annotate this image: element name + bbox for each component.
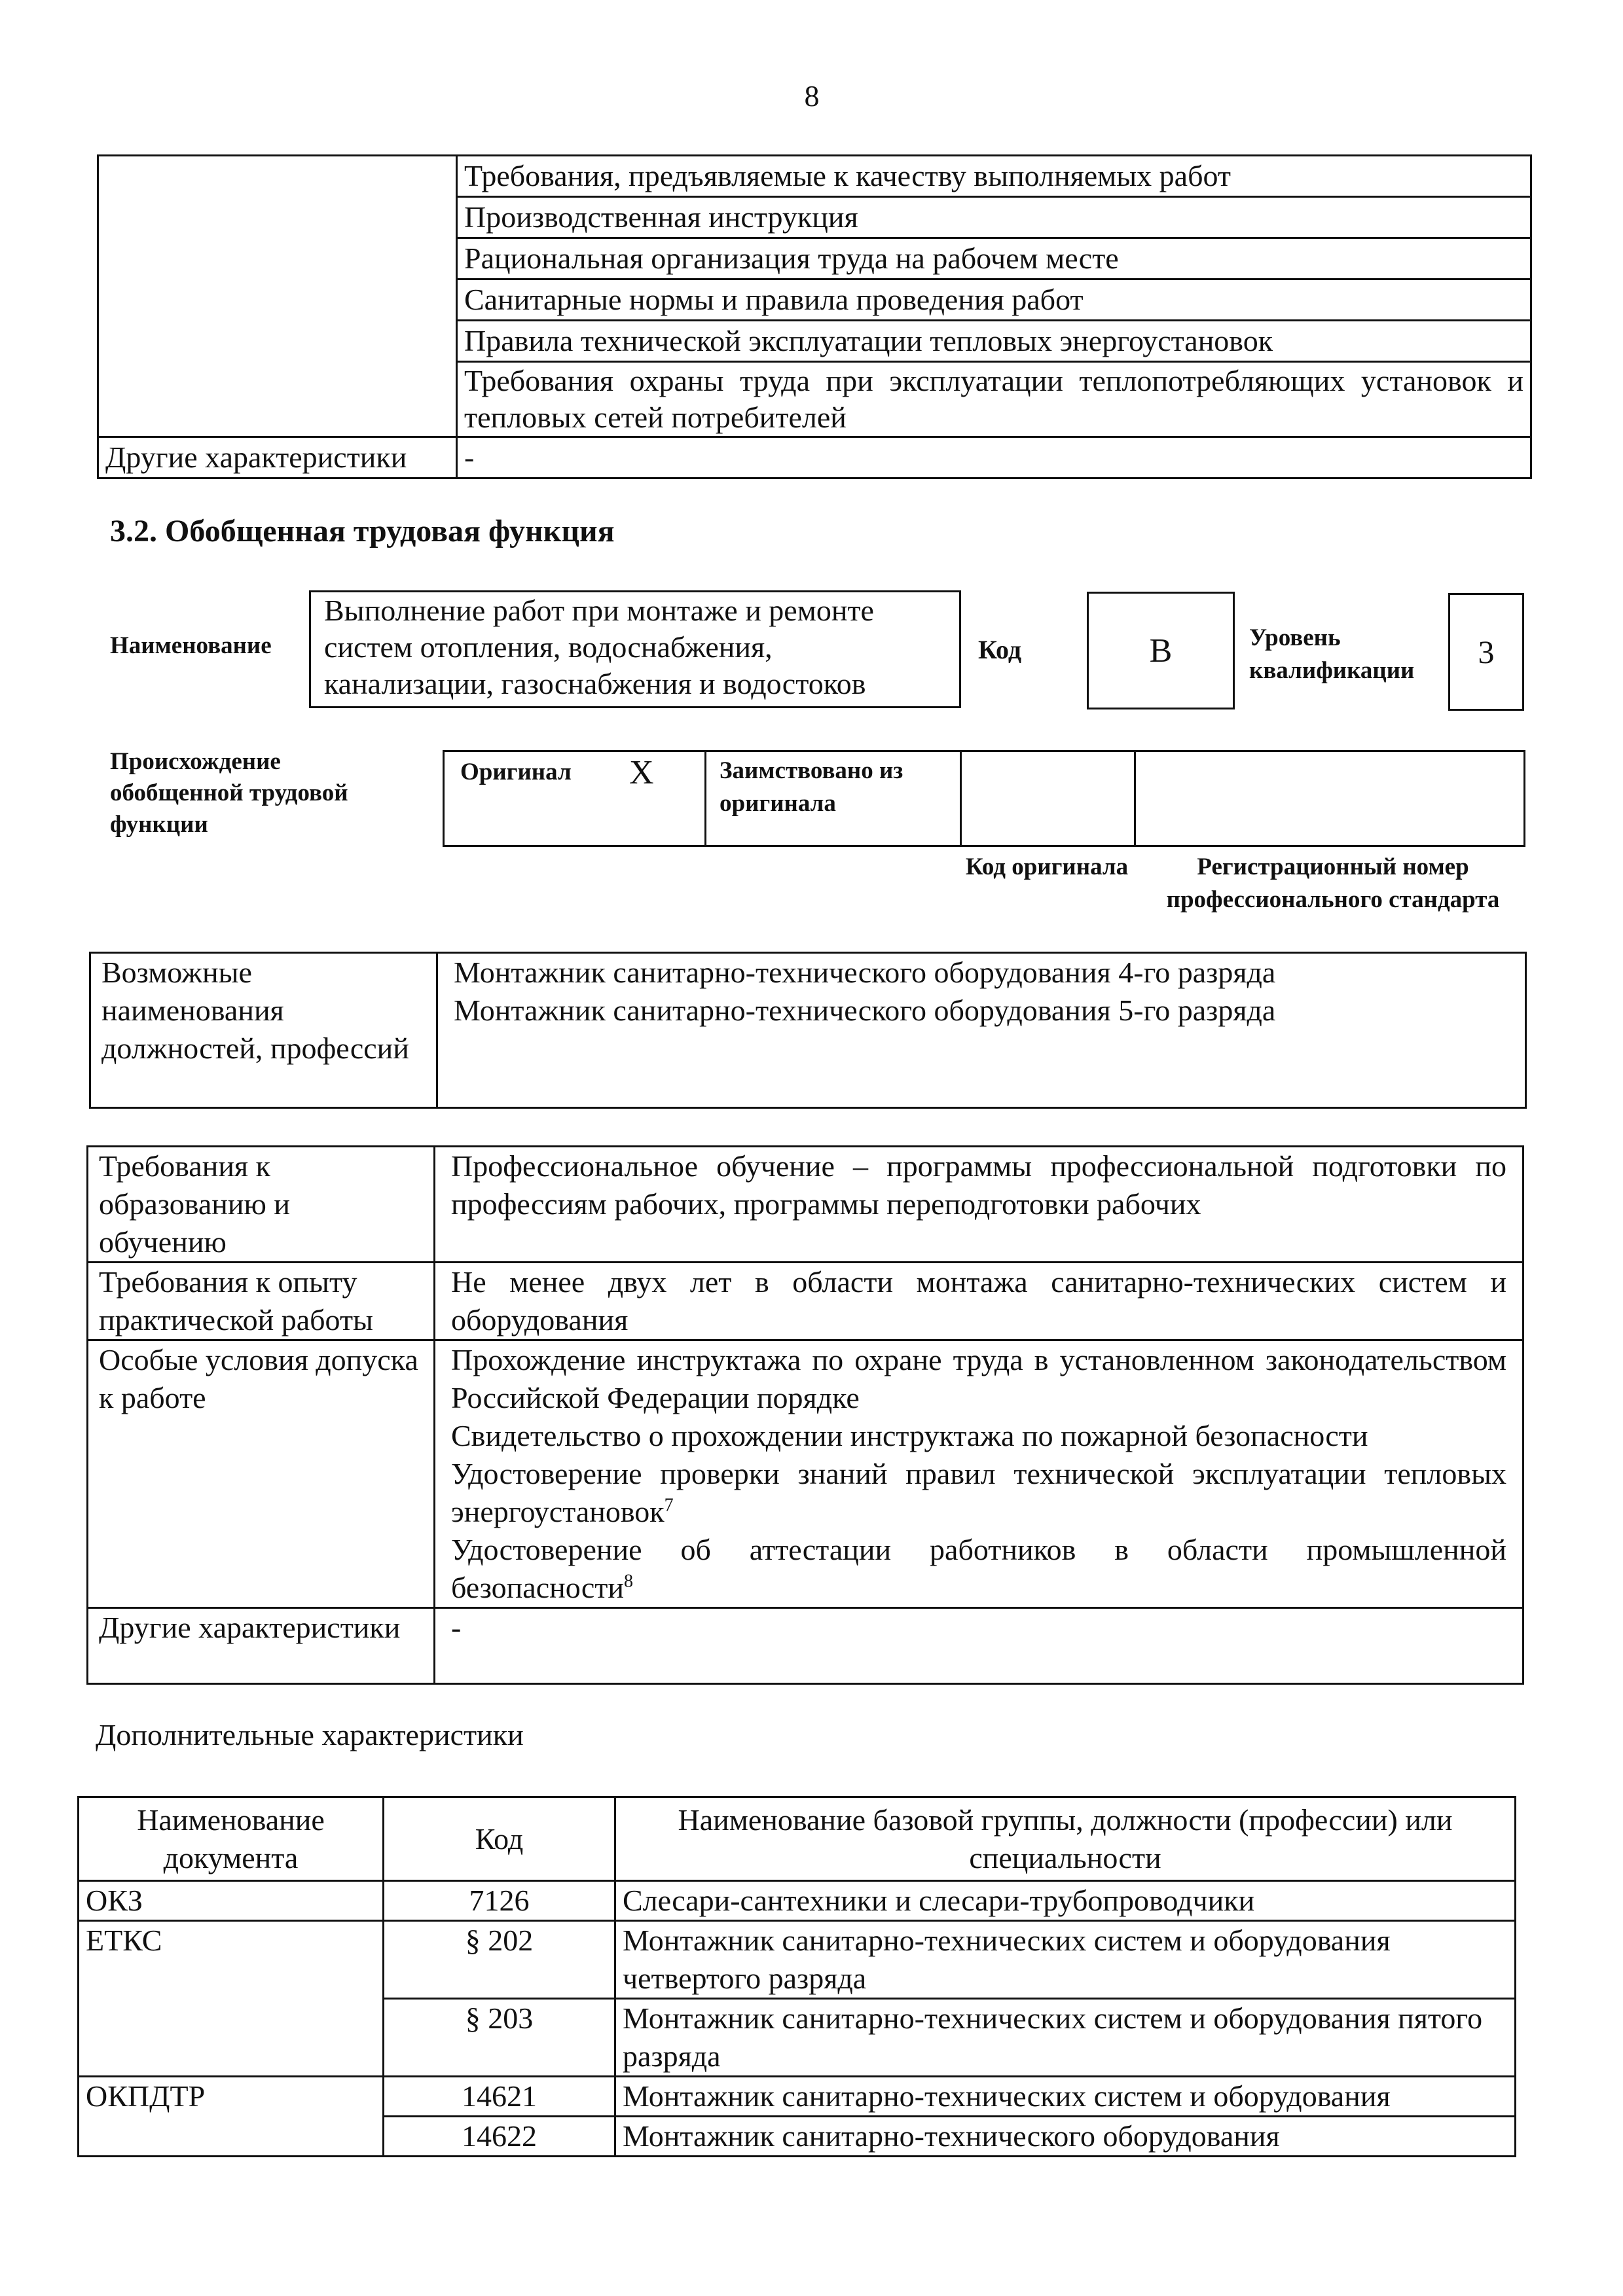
conditions-label: Особые условия допуска к работе — [88, 1340, 435, 1608]
code-original-caption: Код оригинала — [965, 853, 1129, 880]
requirements-table — [86, 1145, 1524, 1685]
name-label: Наименование — [110, 632, 272, 659]
origin-table — [443, 750, 1525, 847]
table-cell: Производственная инструкция — [457, 197, 1531, 238]
section-title: 3.2. Обобщенная трудовая функция — [110, 514, 615, 548]
table-row — [98, 156, 1531, 197]
header-code: Код — [384, 1797, 615, 1881]
other-characteristics-value: - — [457, 437, 1531, 478]
header-name: Наименование базовой группы, должности (профессии) или специальности — [615, 1797, 1516, 1881]
condition-item: Свидетельство о прохождении инструктажа по пожарной безопасности — [451, 1419, 1368, 1452]
level-value: 3 — [1448, 593, 1524, 711]
top-table — [97, 154, 1532, 479]
table-cell: Требования охраны труда при эксплуатации теплопотребляющих установок и тепловых сетей потребителей — [457, 362, 1531, 437]
other-label: Другие характеристики — [88, 1608, 435, 1684]
footnote-7: 7 — [664, 1495, 674, 1516]
level-label: Уровень квалификации — [1249, 624, 1415, 684]
positions-values — [437, 953, 1526, 1108]
positions-label: Возможные наименования должностей, профессий — [90, 953, 437, 1108]
original-label: Оригинал — [460, 759, 572, 785]
education-label: Требования к образованию и обучению — [88, 1147, 435, 1263]
table-row: 14622 Монтажник санитарно-технического оборудования — [79, 2117, 1516, 2157]
table-cell: Правила технической эксплуатации тепловых энергоустановок — [457, 321, 1531, 362]
positions-table — [89, 952, 1527, 1109]
other-characteristics-label: Другие характеристики — [98, 437, 457, 478]
original-code-cell — [961, 751, 1135, 846]
table-row: ЕТКС § 202 Монтажник санитарно-технических систем и оборудования четвертого разряда — [79, 1921, 1516, 1999]
additional-table — [77, 1796, 1516, 2157]
code-value: B — [1087, 592, 1235, 709]
education-value: Профессиональное обучение – программы профессиональной подготовки по профессиям рабочих, программы переподготовки рабочих — [435, 1147, 1523, 1263]
reg-number-cell — [1135, 751, 1525, 846]
original-mark: X — [629, 754, 654, 791]
footnote-8: 8 — [624, 1571, 634, 1592]
borrowed-label: Заимствовано из оригинала — [706, 751, 961, 846]
other-value: - — [435, 1608, 1523, 1684]
table-row — [98, 437, 1531, 478]
reg-number-caption: Регистрационный номер профессионального стандарта — [1166, 853, 1500, 913]
table-row: § 203 Монтажник санитарно-технических систем и оборудования пятого разряда — [79, 1999, 1516, 2077]
table-cell: Требования, предъявляемые к качеству выполняемых работ — [457, 156, 1531, 197]
table-row: ОКПДТР 14621 Монтажник санитарно-технических систем и оборудования — [79, 2077, 1516, 2117]
table-cell: Санитарные нормы и правила проведения работ — [457, 279, 1531, 321]
condition-item: Удостоверение об аттестации работников в области промышленной безопасности$^8$ — [451, 1533, 1506, 1604]
table-row: ОКЗ 7126 Слесари-сантехники и слесари-трубопроводчики — [79, 1881, 1516, 1921]
additional-title: Дополнительные характеристики — [96, 1718, 524, 1751]
page-number: 8 — [804, 79, 820, 113]
origin-label: Происхождение обобщенной трудовой функции — [110, 748, 348, 838]
conditions-values — [435, 1340, 1523, 1608]
header-doc: Наименование документа — [79, 1797, 384, 1881]
experience-value: Не менее двух лет в области монтажа санитарно-технических систем и оборудования — [435, 1263, 1523, 1340]
condition-item: Удостоверение проверки знаний правил технической эксплуатации тепловых энергоустановок$^7$ — [451, 1457, 1506, 1528]
table-cell: Рациональная организация труда на рабочем месте — [457, 238, 1531, 279]
experience-label: Требования к опыту практической работы — [88, 1263, 435, 1340]
original-cell — [444, 751, 706, 846]
function-name: Выполнение работ при монтаже и ремонте систем отопления, водоснабжения, канализации, газоснабжения и водостоков — [309, 590, 961, 708]
condition-item: Прохождение инструктажа по охране труда в установленном законодательством Российской Федерации порядке — [451, 1343, 1506, 1414]
position-item: Монтажник санитарно-технического оборудования 5-го разряда — [454, 994, 1276, 1027]
code-label: Код — [978, 635, 1022, 664]
position-item: Монтажник санитарно-технического оборудования 4-го разряда — [454, 956, 1276, 989]
